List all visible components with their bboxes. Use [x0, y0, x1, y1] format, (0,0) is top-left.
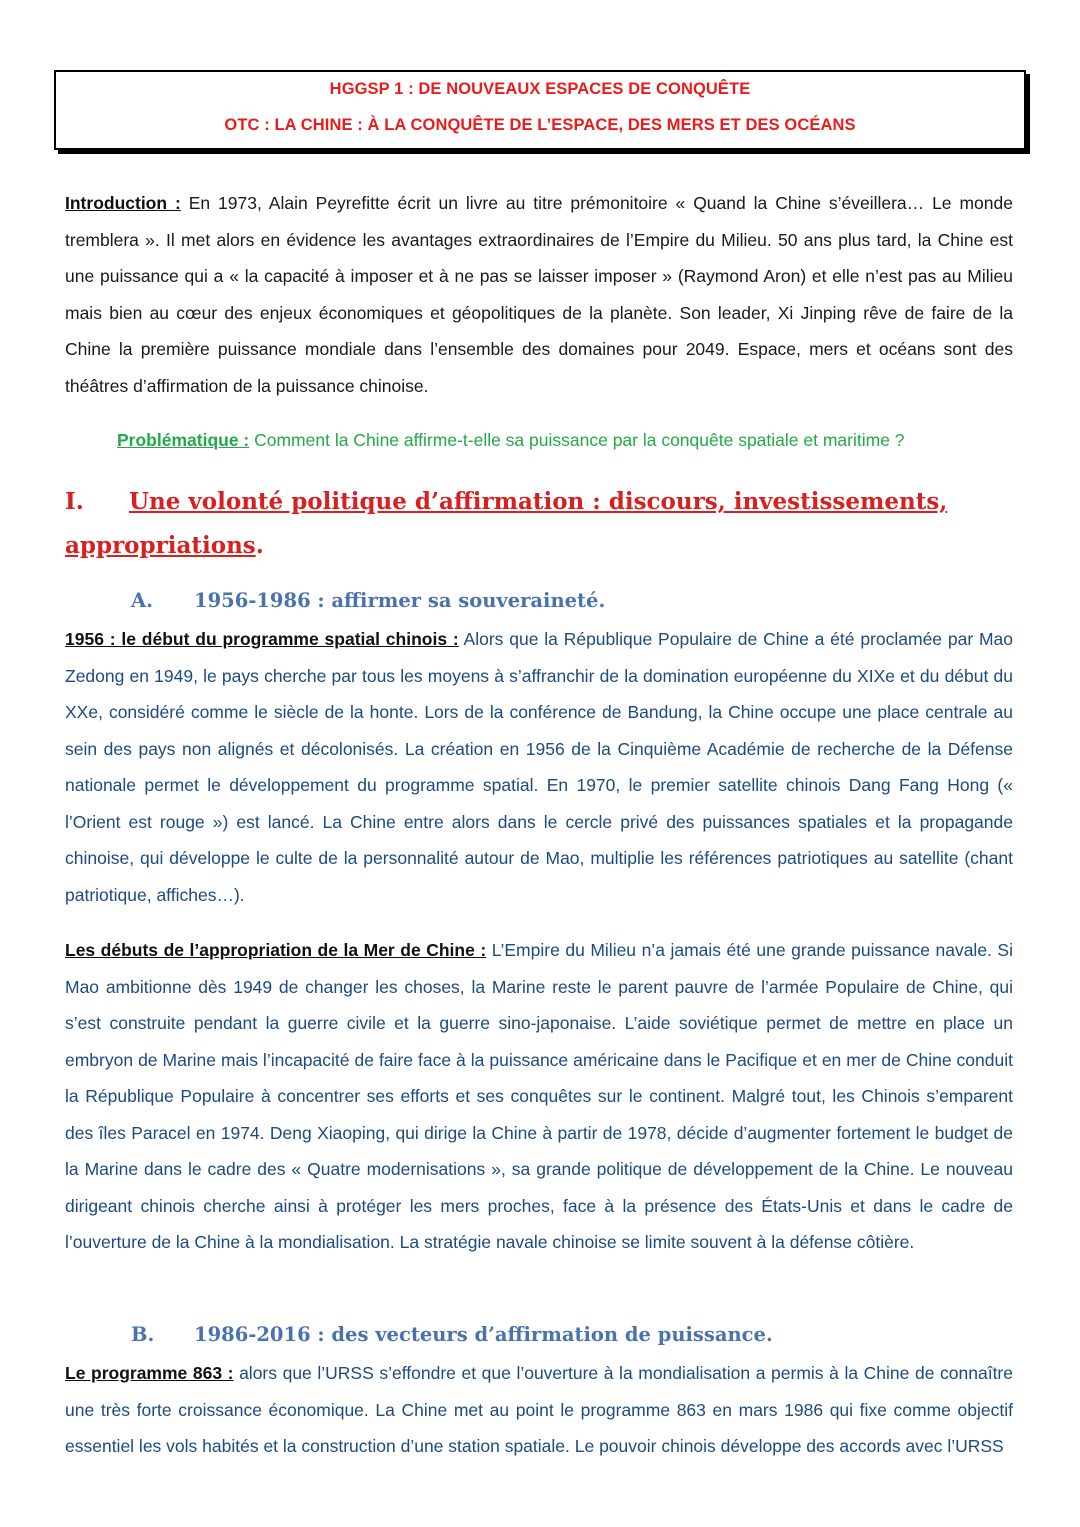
problematique-paragraph	[117, 422, 1017, 459]
problematique-text: Comment la Chine affirme-t-elle sa puissance par la conquête spatiale et maritime ?	[249, 430, 905, 450]
paragraph-programme-863	[65, 1355, 1013, 1465]
subsection-title-b: 1986-2016 : des vecteurs d’affirmation de puissance.	[194, 1323, 773, 1346]
subsection-title-a: 1956-1986 : affirmer sa souveraineté.	[194, 589, 606, 612]
paragraph-863-text: alors que l’URSS s’effondre et que l’ouverture à la mondialisation a permis à la Chine de connaître une très forte croissance économique. La Chine met au point le programme 863 en mars 1986 qui fixe comme objectif essentiel les vols habités et la construction d’une station spatiale. Le pouvoir chinois développe des accords avec l’URSS	[65, 1363, 1013, 1456]
introduction-paragraph	[65, 185, 1013, 404]
paragraph-863-label: Le programme 863 :	[65, 1363, 234, 1383]
subsection-number-b: B.	[131, 1323, 155, 1346]
section-title-1: Une volonté politique d’affirmation : discours, investissements, appropriations	[65, 488, 948, 559]
paragraph-1956-text: Alors que la République Populaire de Chine a été proclamée par Mao Zedong en 1949, le pays cherche par tous les moyens à s’affranchir de la domination européenne du XIXe et du début du XXe, considéré comme le siècle de la honte. Lors de la conférence de Bandung, la Chine occupe une place centrale au sein des pays non alignés et décolonisés. La création en 1956 de la Cinquième Académie de recherche de la Défense nationale permet le développement du programme spatial. En 1970, le premier satellite chinois Dang Fang Hong (« l’Orient est rouge ») est lancé. La Chine entre alors dans le cercle privé des puissances spatiales et la propagande chinoise, qui développe le culte de la personnalité autour de Mao, multiplie les références patriotiques au satellite (chant patriotique, affiches…).	[65, 629, 1014, 905]
paragraph-mer-label: Les débuts de l’appropriation de la Mer de Chine :	[65, 940, 487, 960]
title-box	[54, 70, 1026, 150]
header-title-line1: HGGSP 1 : DE NOUVEAUX ESPACES DE CONQUÊTE	[329, 80, 751, 98]
section-number-1: I.	[65, 488, 84, 515]
subsection-heading-b	[131, 1321, 773, 1349]
section-heading-1	[65, 480, 1025, 568]
paragraph-1956-label: 1956 : le début du programme spatial chinois :	[65, 629, 459, 649]
subsection-heading-a	[131, 587, 605, 615]
introduction-label: Introduction :	[65, 193, 181, 213]
header-title-line2: OTC : LA CHINE : À LA CONQUÊTE DE L’ESPACE, DES MERS ET DES OCÉANS	[224, 116, 856, 134]
subsection-number-a: A.	[131, 589, 153, 612]
paragraph-1956	[65, 621, 1013, 913]
problematique-label: Problématique :	[117, 430, 250, 450]
section-title-1-end: .	[255, 532, 264, 559]
paragraph-mer-text: L’Empire du Milieu n’a jamais été une grande puissance navale. Si Mao ambitionne dès 1949 de changer les choses, la Marine reste le parent pauvre de l’armée Populaire de Chine, qui s’est construite pendant la guerre civile et la guerre sino-japonaise. L’aide soviétique permet de mettre en place un embryon de Marine mais l’incapacité de faire face à la puissance américaine dans le Pacifique et en mer de Chine conduit la République Populaire à concentrer ses efforts et ses conquêtes sur le continent. Malgré tout, les Chinois s’emparent des îles Paracel en 1974. Deng Xiaoping, qui dirige la Chine à partir de 1978, décide d’augmenter fortement le budget de la Marine dans le cadre des « Quatre modernisations », sa grande politique de développement de la Chine. Le nouveau dirigeant chinois cherche ainsi à protéger les mers proches, face à la présence des États-Unis et dans le cadre de l’ouverture de la Chine à la mondialisation. La stratégie navale chinoise se limite souvent à la défense côtière.	[65, 940, 1013, 1252]
paragraph-mer-de-chine	[65, 932, 1013, 1261]
introduction-text: En 1973, Alain Peyrefitte écrit un livre au titre prémonitoire « Quand la Chine s’éveillera… Le monde tremblera ». Il met alors en évidence les avantages extraordinaires de l’Empire du Milieu. 50 ans plus tard, la Chine est une puissance qui a « la capacité à imposer et à ne pas se laisser imposer » (Raymond Aron) et elle n’est pas au Milieu mais bien au cœur des enjeux économiques et géopolitiques de la planète. Son leader, Xi Jinping rêve de faire de la Chine la première puissance mondiale dans l’ensemble des domaines pour 2049. Espace, mers et océans sont des théâtres d’affirmation de la puissance chinoise.	[65, 193, 1013, 396]
